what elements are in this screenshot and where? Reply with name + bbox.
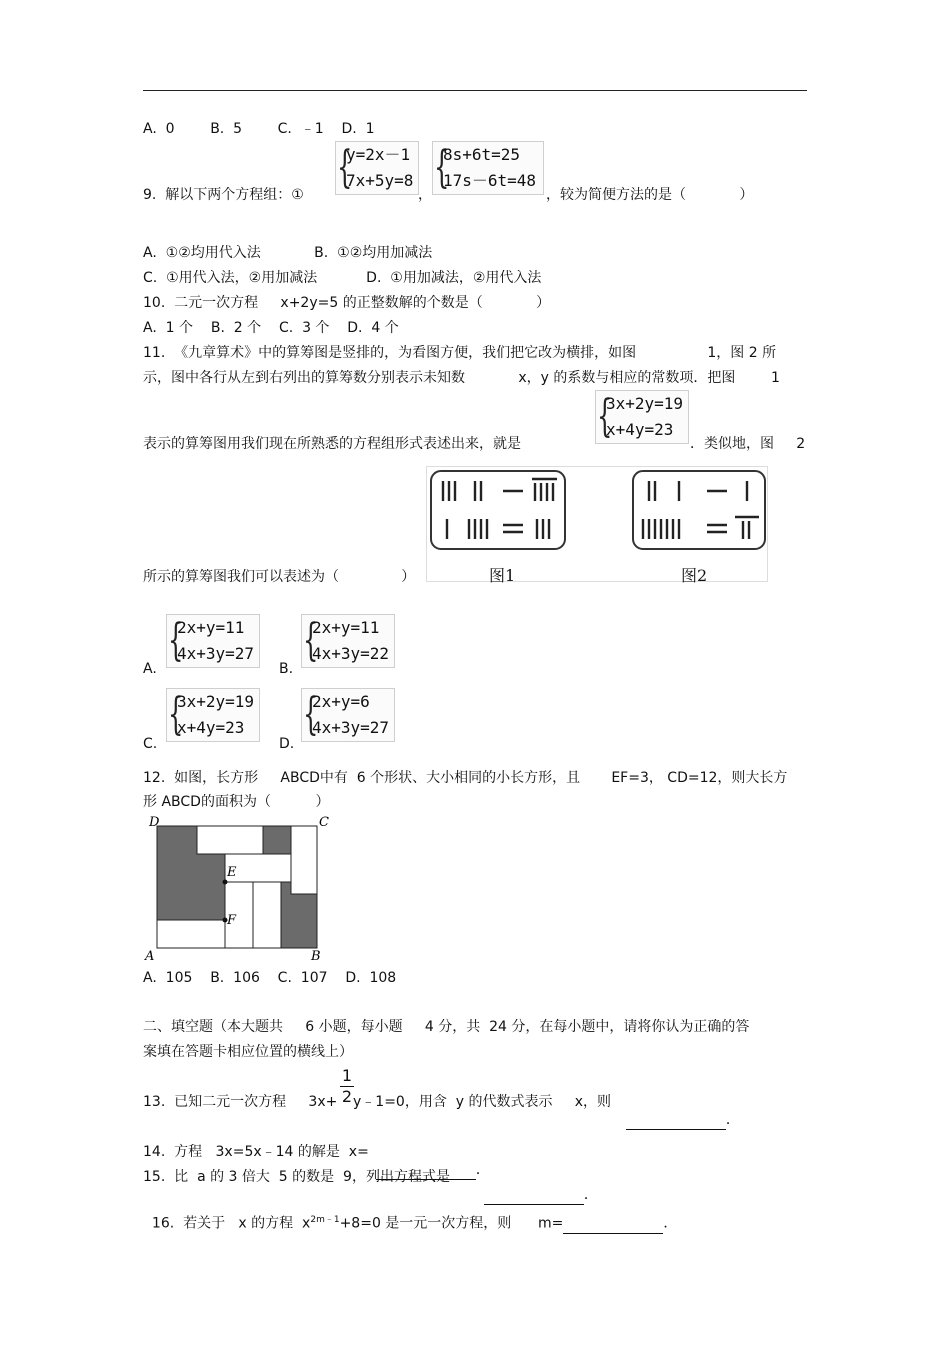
brace-icon: {: [303, 689, 319, 740]
q9-comma: ，: [418, 187, 432, 203]
label-c: C: [319, 815, 329, 830]
q14-period: ．: [475, 1162, 490, 1178]
brace-icon: {: [168, 689, 184, 740]
equation-line: 4x+3y=22: [312, 644, 390, 663]
counting-rod-figures: [426, 466, 768, 585]
section-2-line-1: 二、填空题（本大题共 6 小题，每小题 4 分，共 24 分，在每小题中，请将你认为正确的答: [143, 1019, 750, 1035]
q13-answer-line[interactable]: [617, 1093, 740, 1130]
equation-line: y=2x－1: [346, 145, 411, 164]
q13-question-start: 13. 已知二元一次方程 3x+: [143, 1094, 338, 1110]
label-d: D: [149, 815, 160, 830]
q13-fraction: [340, 1066, 354, 1107]
q9-question-start: 9. 解以下两个方程组：①: [143, 187, 304, 203]
equation-line: 2x+y=11: [177, 618, 245, 637]
equation-line: x+4y=23: [177, 718, 245, 737]
fraction-numerator: 1: [341, 1066, 353, 1085]
q8-options: A. 0 B. 5 C. ﹣1 D. 1: [143, 121, 375, 137]
q11-line-1: 11. 《九章算术》中的算筹图是竖排的，为看图方便，我们把它改为横排，如图 1，图 2 所: [143, 345, 777, 361]
rectangle-figure: [143, 814, 335, 964]
q11-option-b-system: [301, 614, 395, 668]
q11-example-system: [595, 390, 689, 444]
q16-answer-line[interactable]: [563, 1215, 663, 1234]
q10-question: 10. 二元一次方程 x+2y=5 的正整数解的个数是（ ）: [143, 295, 551, 311]
q16-question-end: +8=0 是一元一次方程，则 m=: [339, 1215, 564, 1232]
q15-period: ．: [583, 1187, 598, 1203]
q11-option-d-system: [301, 688, 395, 742]
equation-line: 2x+y=6: [312, 692, 370, 711]
q12-line-1: 12. 如图，长方形 ABCD中有 6 个形状、大小相同的小长方形，且 EF=3， CD=12，则大长方: [143, 770, 788, 786]
q13-question-end: y﹣1=0，用含 y 的代数式表示 x，则: [353, 1094, 612, 1110]
q12-options: A. 105 B. 106 C. 107 D. 108: [143, 970, 397, 986]
q11-option-d-label: D.: [279, 736, 295, 752]
q14-question: 14. 方程 3x=5x﹣14 的解是 x=: [143, 1144, 369, 1160]
q9-question-end: ，较为简便方法的是（ ）: [546, 187, 754, 203]
label-a: A: [145, 949, 155, 964]
equation-line: 8s+6t=25: [443, 145, 521, 164]
brace-icon: {: [303, 615, 319, 666]
equation-line: 17s－6t=48: [443, 171, 537, 190]
q9-system-2: [432, 141, 544, 195]
q11-option-a-label: A.: [143, 661, 157, 677]
equation-line: 7x+5y=8: [346, 171, 414, 190]
brace-icon: {: [597, 391, 613, 442]
fraction-denominator: 2: [341, 1087, 353, 1106]
brace-icon: {: [337, 142, 353, 193]
figure-1-caption: 图1: [489, 566, 516, 585]
q9-options-cd: C. ①用代入法，②用加减法 D. ①用加减法，②用代入法: [143, 270, 542, 286]
q11-line-3: 表示的算筹图用我们现在所熟悉的方程组形式表述出来，就是: [143, 436, 521, 452]
equation-line: 4x+3y=27: [312, 718, 390, 737]
q11-option-c-system: [166, 688, 260, 742]
q15-question: 15. 比 a 的 3 倍大 5 的数是 9，列出方程式是: [143, 1169, 450, 1185]
equation-line: 2x+y=11: [312, 618, 380, 637]
q11-line-2: 示，图中各行从左到右列出的算筹数分别表示未知数 x，y 的系数与相应的常数项．把图 1: [143, 370, 780, 386]
counting-rod-diagram: [427, 467, 767, 581]
q16-question-start: 16. 若关于 x 的方程 x: [151, 1215, 311, 1232]
q11-option-b-label: B.: [279, 661, 294, 677]
q9-system-1: [335, 141, 419, 195]
q11-line-4: 所示的算筹图我们可以表述为（ ）: [143, 569, 416, 585]
label-f: F: [227, 913, 237, 928]
q16-period: ．: [663, 1215, 678, 1232]
equation-line: x+4y=23: [606, 420, 674, 439]
q11-option-a-system: [166, 614, 260, 668]
q16-question: [143, 1193, 677, 1234]
equation-line: 3x+2y=19: [606, 394, 684, 413]
brace-icon: {: [168, 615, 184, 666]
q16-exponent: 2m﹣1: [310, 1215, 340, 1225]
header-rule: [143, 90, 807, 91]
label-b: B: [311, 949, 321, 964]
q10-options: A. 1 个 B. 2 个 C. 3 个 D. 4 个: [143, 320, 399, 336]
equation-line: 3x+2y=19: [177, 692, 255, 711]
equation-line: 4x+3y=27: [177, 644, 255, 663]
rectangle-abcd-diagram: [143, 814, 335, 964]
q12-line-2: 形 ABCD的面积为（ ）: [143, 794, 330, 810]
figure-2-caption: 图2: [681, 566, 708, 585]
q13-period: ．: [725, 1112, 740, 1128]
brace-icon: {: [434, 142, 450, 193]
section-2-line-2: 案填在答题卡相应位置的横线上）: [143, 1044, 353, 1060]
q9-options-ab: A. ①②均用代入法 B. ①②均用加减法: [143, 245, 433, 261]
q11-option-c-label: C.: [143, 736, 158, 752]
q11-line-3-end: ．类似地，图 2: [690, 436, 806, 452]
label-e: E: [227, 865, 237, 880]
